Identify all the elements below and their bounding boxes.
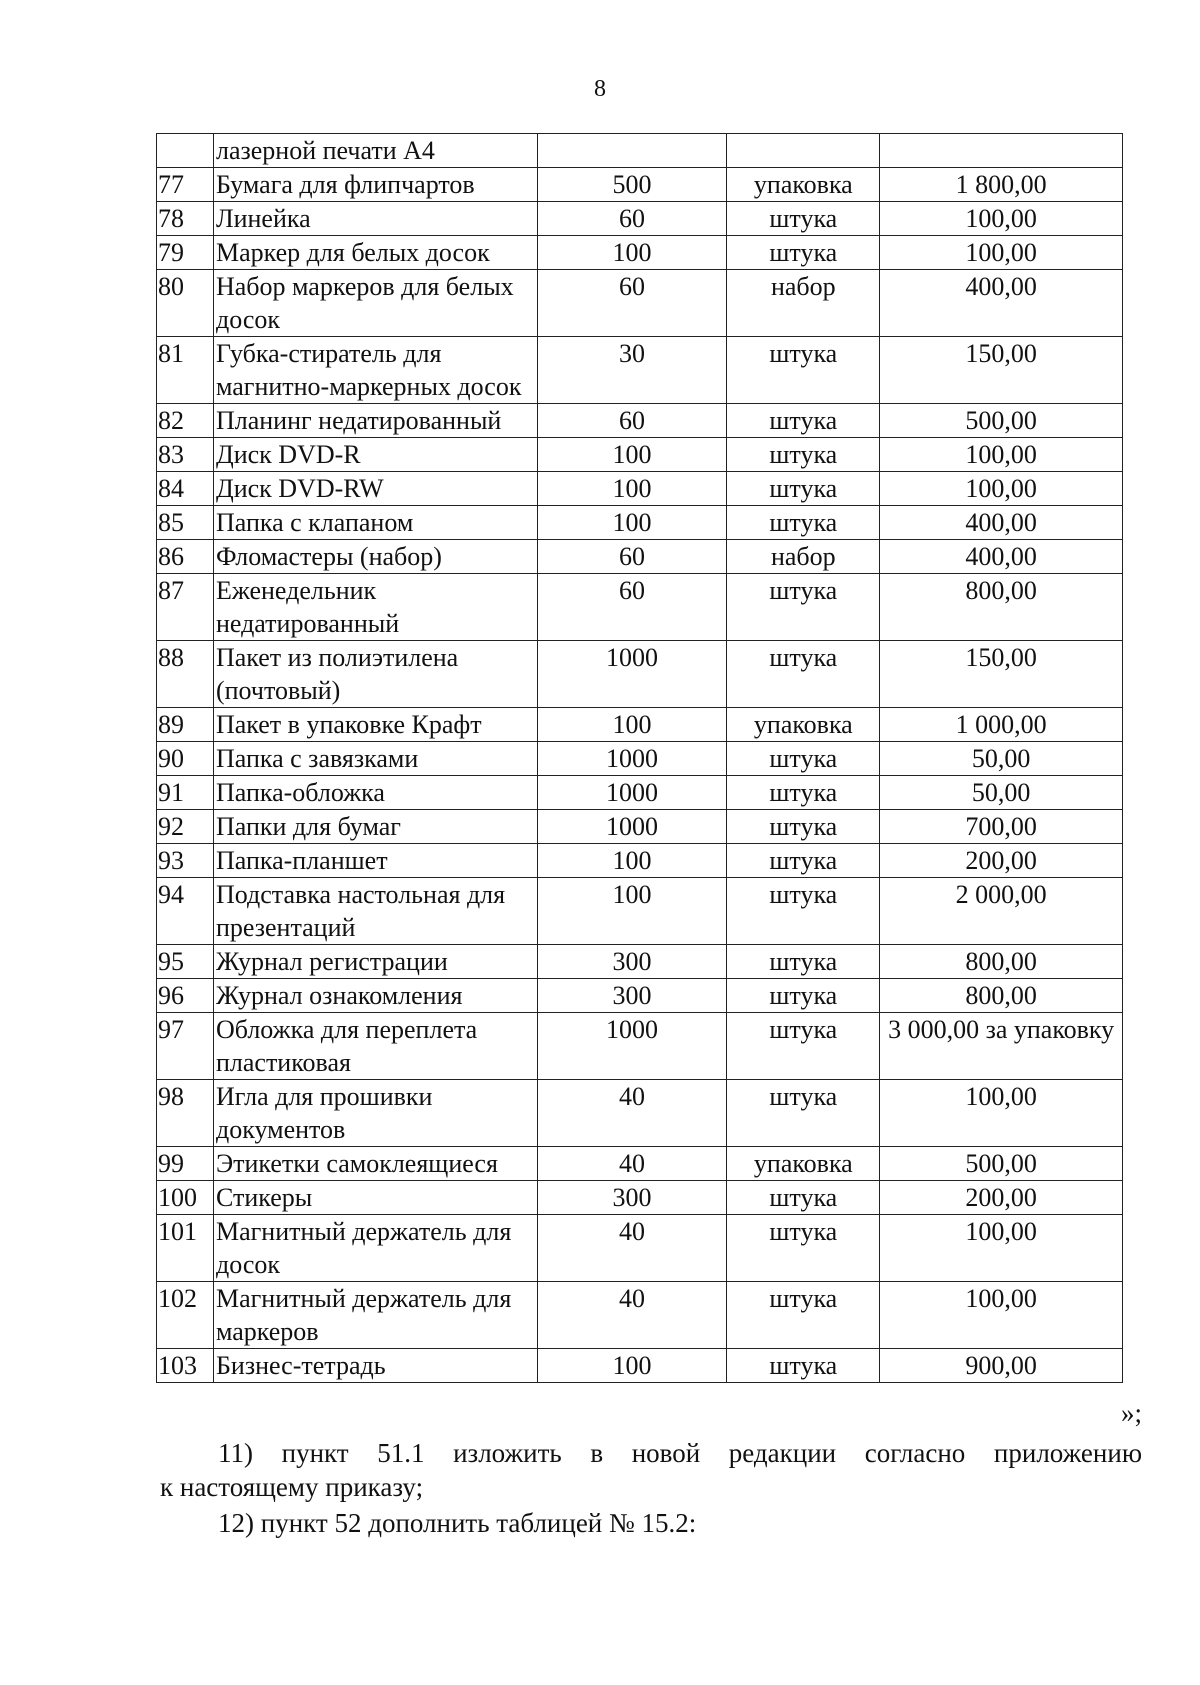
quantity-cell: 1000 — [537, 641, 727, 708]
unit-cell: штука — [727, 1013, 880, 1080]
item-name-cell: Игла для прошивки документов — [213, 1080, 537, 1147]
price-cell: 3 000,00 за упаковку — [880, 1013, 1123, 1080]
item-name-cell: Диск DVD-R — [213, 438, 537, 472]
table-row — [157, 878, 1123, 945]
unit-cell: набор — [727, 270, 880, 337]
item-name-cell: Фломастеры (набор) — [213, 540, 537, 574]
price-cell: 100,00 — [880, 1215, 1123, 1282]
table-row — [157, 438, 1123, 472]
item-name-cell: Бизнес-тетрадь — [213, 1349, 537, 1383]
unit-cell: штука — [727, 776, 880, 810]
table-row — [157, 202, 1123, 236]
price-cell: 100,00 — [880, 472, 1123, 506]
table-row — [157, 1215, 1123, 1282]
unit-cell: штука — [727, 742, 880, 776]
unit-cell: штука — [727, 1349, 880, 1383]
row-number-cell: 82 — [157, 404, 214, 438]
item-name-cell: Обложка для переплета пластиковая — [213, 1013, 537, 1080]
quantity-cell: 100 — [537, 438, 727, 472]
item-name-cell: Диск DVD-RW — [213, 472, 537, 506]
table-row — [157, 810, 1123, 844]
quantity-cell: 100 — [537, 878, 727, 945]
row-number-cell: 101 — [157, 1215, 214, 1282]
table-row — [157, 236, 1123, 270]
price-cell: 900,00 — [880, 1349, 1123, 1383]
unit-cell: штука — [727, 1181, 880, 1215]
item-name-cell: Журнал ознакомления — [213, 979, 537, 1013]
unit-cell: штука — [727, 337, 880, 404]
item-name-cell: Бумага для флипчартов — [213, 168, 537, 202]
item-name-cell: Магнитный держатель для маркеров — [213, 1282, 537, 1349]
row-number-cell: 78 — [157, 202, 214, 236]
table-row — [157, 168, 1123, 202]
item-name-cell: Губка-стиратель для магнитно-маркерных досок — [213, 337, 537, 404]
quantity-cell: 40 — [537, 1080, 727, 1147]
table-row — [157, 708, 1123, 742]
row-number-cell: 93 — [157, 844, 214, 878]
table-row — [157, 472, 1123, 506]
unit-cell: упаковка — [727, 168, 880, 202]
item-name-cell: Журнал регистрации — [213, 945, 537, 979]
price-cell: 400,00 — [880, 506, 1123, 540]
row-number-cell: 95 — [157, 945, 214, 979]
row-number-cell: 94 — [157, 878, 214, 945]
item-name-cell: Еженедельник недатированный — [213, 574, 537, 641]
quantity-cell: 100 — [537, 506, 727, 540]
table-row — [157, 134, 1123, 168]
quantity-cell: 1000 — [537, 1013, 727, 1080]
quantity-cell: 40 — [537, 1282, 727, 1349]
price-cell: 150,00 — [880, 641, 1123, 708]
quantity-cell: 100 — [537, 472, 727, 506]
quantity-cell: 60 — [537, 404, 727, 438]
row-number-cell: 92 — [157, 810, 214, 844]
unit-cell: штука — [727, 945, 880, 979]
table-row — [157, 1147, 1123, 1181]
row-number-cell: 85 — [157, 506, 214, 540]
price-cell: 200,00 — [880, 844, 1123, 878]
price-cell: 100,00 — [880, 438, 1123, 472]
row-number-cell: 79 — [157, 236, 214, 270]
table-row — [157, 1013, 1123, 1080]
row-number-cell — [157, 134, 214, 168]
unit-cell: штука — [727, 438, 880, 472]
price-cell: 800,00 — [880, 574, 1123, 641]
price-cell: 400,00 — [880, 540, 1123, 574]
unit-cell: штука — [727, 404, 880, 438]
table-row — [157, 844, 1123, 878]
table-row — [157, 979, 1123, 1013]
table-row — [157, 641, 1123, 708]
unit-cell: штука — [727, 472, 880, 506]
quantity-cell: 300 — [537, 979, 727, 1013]
unit-cell: штука — [727, 979, 880, 1013]
quantity-cell: 40 — [537, 1215, 727, 1282]
unit-cell: штука — [727, 202, 880, 236]
row-number-cell: 88 — [157, 641, 214, 708]
table-row — [157, 776, 1123, 810]
row-number-cell: 81 — [157, 337, 214, 404]
unit-cell: штука — [727, 878, 880, 945]
price-cell: 100,00 — [880, 1080, 1123, 1147]
paragraph-11-continuation: к настоящему приказу; — [160, 1472, 424, 1502]
unit-cell: штука — [727, 810, 880, 844]
page-number: 8 — [594, 76, 606, 102]
table-row — [157, 337, 1123, 404]
quantity-cell: 60 — [537, 202, 727, 236]
price-cell: 150,00 — [880, 337, 1123, 404]
row-number-cell: 99 — [157, 1147, 214, 1181]
table-row — [157, 540, 1123, 574]
quantity-cell: 100 — [537, 236, 727, 270]
price-cell: 100,00 — [880, 202, 1123, 236]
row-number-cell: 97 — [157, 1013, 214, 1080]
quantity-cell: 60 — [537, 540, 727, 574]
price-cell: 500,00 — [880, 404, 1123, 438]
unit-cell: упаковка — [727, 1147, 880, 1181]
row-number-cell: 102 — [157, 1282, 214, 1349]
table-row — [157, 1282, 1123, 1349]
row-number-cell: 87 — [157, 574, 214, 641]
table-row — [157, 506, 1123, 540]
row-number-cell: 84 — [157, 472, 214, 506]
unit-cell: штука — [727, 574, 880, 641]
price-cell: 400,00 — [880, 270, 1123, 337]
item-name-cell: Папка с завязками — [213, 742, 537, 776]
item-name-cell: Планинг недатированный — [213, 404, 537, 438]
table-row — [157, 1181, 1123, 1215]
quantity-cell — [537, 134, 727, 168]
quantity-cell: 1000 — [537, 810, 727, 844]
quantity-cell: 300 — [537, 1181, 727, 1215]
quantity-cell: 1000 — [537, 742, 727, 776]
table-row — [157, 270, 1123, 337]
item-name-cell: Стикеры — [213, 1181, 537, 1215]
row-number-cell: 103 — [157, 1349, 214, 1383]
row-number-cell: 100 — [157, 1181, 214, 1215]
item-name-cell: Подставка настольная для презентаций — [213, 878, 537, 945]
price-cell: 800,00 — [880, 979, 1123, 1013]
table-body — [157, 134, 1123, 1383]
table-row — [157, 1080, 1123, 1147]
price-cell: 500,00 — [880, 1147, 1123, 1181]
row-number-cell: 91 — [157, 776, 214, 810]
item-name-cell: Линейка — [213, 202, 537, 236]
item-name-cell: Папка-планшет — [213, 844, 537, 878]
quantity-cell: 500 — [537, 168, 727, 202]
price-cell: 50,00 — [880, 776, 1123, 810]
table-row — [157, 404, 1123, 438]
item-name-cell: Папки для бумаг — [213, 810, 537, 844]
supplies-table — [156, 133, 1123, 1383]
unit-cell: штука — [727, 506, 880, 540]
quantity-cell: 100 — [537, 844, 727, 878]
price-cell: 700,00 — [880, 810, 1123, 844]
quantity-cell: 30 — [537, 337, 727, 404]
item-name-cell: Папка с клапаном — [213, 506, 537, 540]
price-cell: 1 000,00 — [880, 708, 1123, 742]
unit-cell: штука — [727, 1282, 880, 1349]
price-cell: 100,00 — [880, 236, 1123, 270]
row-number-cell: 90 — [157, 742, 214, 776]
row-number-cell: 89 — [157, 708, 214, 742]
paragraph-11: 11) пункт 51.1 изложить в новой редакции согласно приложению — [218, 1438, 1142, 1468]
paragraph-12: 12) пункт 52 дополнить таблицей № 15.2: — [218, 1508, 697, 1538]
unit-cell: штука — [727, 1080, 880, 1147]
unit-cell: упаковка — [727, 708, 880, 742]
row-number-cell: 83 — [157, 438, 214, 472]
quantity-cell: 300 — [537, 945, 727, 979]
quantity-cell: 100 — [537, 708, 727, 742]
closing-quote: »; — [1120, 1398, 1142, 1428]
unit-cell: набор — [727, 540, 880, 574]
quantity-cell: 100 — [537, 1349, 727, 1383]
item-name-cell: Маркер для белых досок — [213, 236, 537, 270]
item-name-cell: Магнитный держатель для досок — [213, 1215, 537, 1282]
row-number-cell: 77 — [157, 168, 214, 202]
price-cell: 50,00 — [880, 742, 1123, 776]
table-row — [157, 742, 1123, 776]
quantity-cell: 60 — [537, 574, 727, 641]
item-name-cell: Пакет из полиэтилена (почтовый) — [213, 641, 537, 708]
row-number-cell: 96 — [157, 979, 214, 1013]
item-name-cell: лазерной печати А4 — [213, 134, 537, 168]
price-cell: 100,00 — [880, 1282, 1123, 1349]
price-cell: 800,00 — [880, 945, 1123, 979]
item-name-cell: Пакет в упаковке Крафт — [213, 708, 537, 742]
item-name-cell: Этикетки самоклеящиеся — [213, 1147, 537, 1181]
unit-cell: штука — [727, 1215, 880, 1282]
price-cell: 200,00 — [880, 1181, 1123, 1215]
price-cell: 1 800,00 — [880, 168, 1123, 202]
item-name-cell: Набор маркеров для белых досок — [213, 270, 537, 337]
unit-cell: штука — [727, 641, 880, 708]
unit-cell: штука — [727, 844, 880, 878]
unit-cell: штука — [727, 236, 880, 270]
row-number-cell: 86 — [157, 540, 214, 574]
quantity-cell: 40 — [537, 1147, 727, 1181]
unit-cell — [727, 134, 880, 168]
row-number-cell: 80 — [157, 270, 214, 337]
price-cell — [880, 134, 1123, 168]
quantity-cell: 60 — [537, 270, 727, 337]
price-cell: 2 000,00 — [880, 878, 1123, 945]
item-name-cell: Папка-обложка — [213, 776, 537, 810]
row-number-cell: 98 — [157, 1080, 214, 1147]
table-row — [157, 1349, 1123, 1383]
table-row — [157, 574, 1123, 641]
table-row — [157, 945, 1123, 979]
quantity-cell: 1000 — [537, 776, 727, 810]
